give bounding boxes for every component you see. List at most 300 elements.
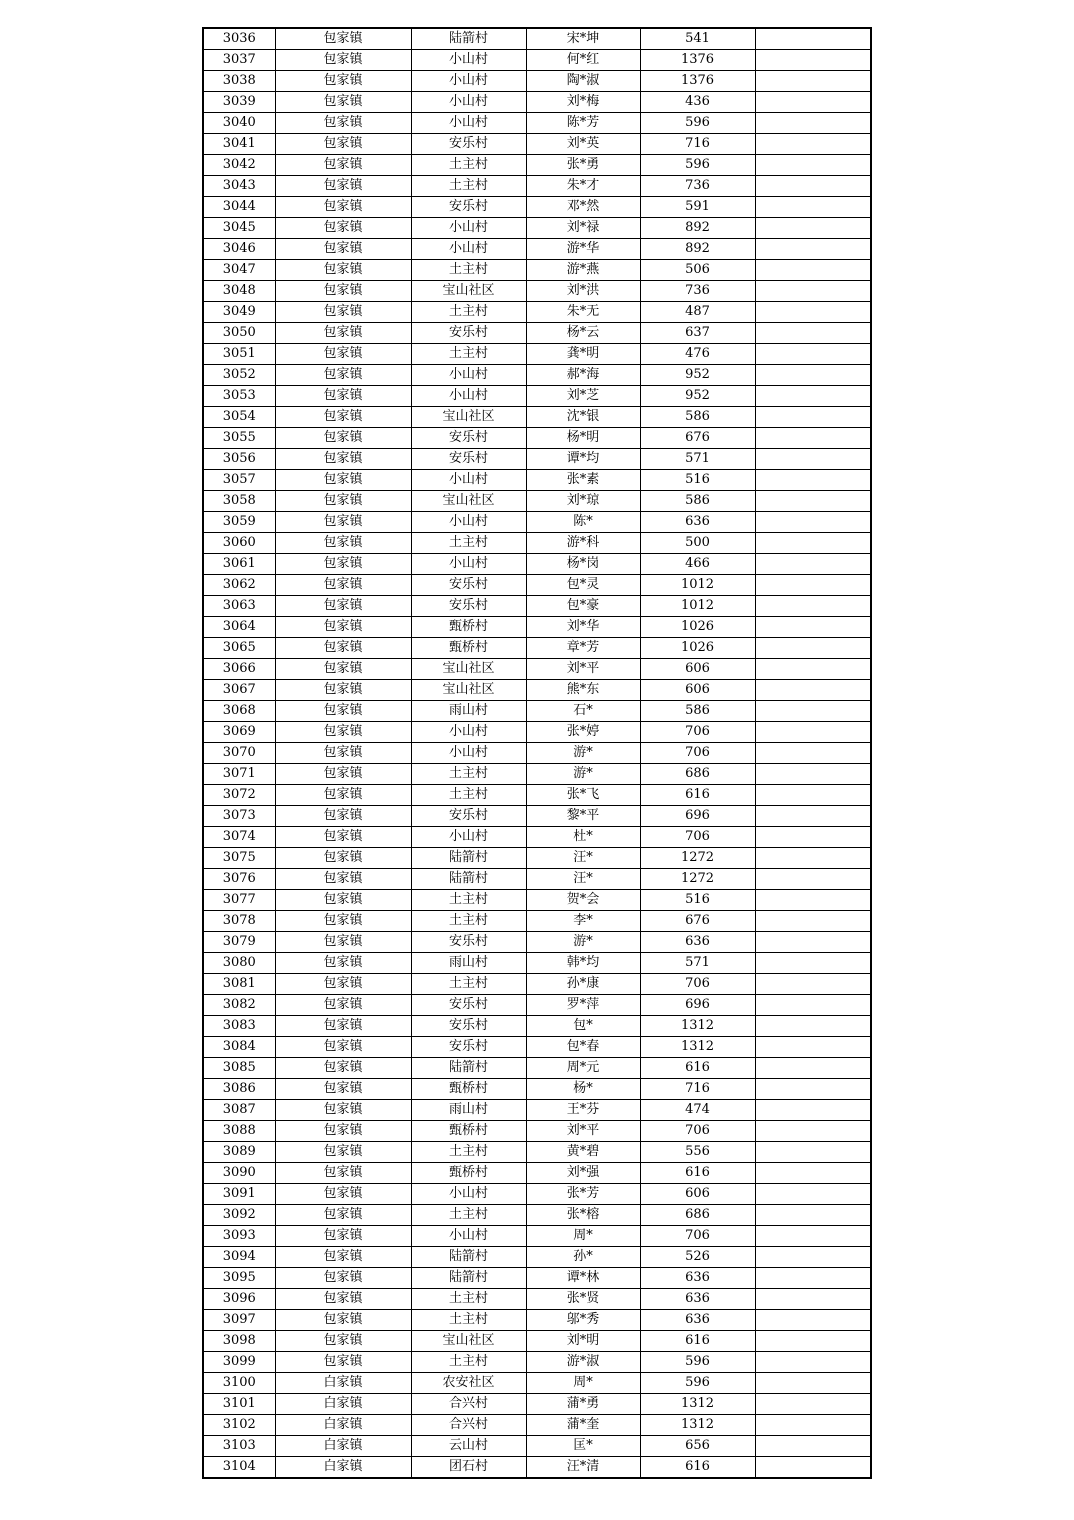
amount-cell: 636 [640,1310,755,1331]
amount-cell: 596 [640,113,755,134]
amount-cell: 952 [640,365,755,386]
name-cell: 张*素 [526,470,640,491]
amount-cell: 1272 [640,848,755,869]
town-cell: 包家镇 [275,1310,411,1331]
remark-cell [755,1058,871,1079]
remark-cell [755,596,871,617]
remark-cell [755,1268,871,1289]
remark-cell [755,1310,871,1331]
remark-cell [755,1184,871,1205]
village-cell: 宝山社区 [411,281,526,302]
town-cell: 包家镇 [275,197,411,218]
village-cell: 安乐村 [411,323,526,344]
amount-cell: 1312 [640,1394,755,1415]
table-row [203,1121,871,1142]
row-number-cell: 3076 [203,869,275,890]
row-number-cell: 3103 [203,1436,275,1457]
town-cell: 包家镇 [275,848,411,869]
town-cell: 包家镇 [275,302,411,323]
name-cell: 朱*才 [526,176,640,197]
remark-cell [755,554,871,575]
row-number-cell: 3062 [203,575,275,596]
table-row [203,953,871,974]
row-number-cell: 3078 [203,911,275,932]
table-row [203,323,871,344]
village-cell: 宝山社区 [411,1331,526,1352]
remark-cell [755,1016,871,1037]
village-cell: 合兴村 [411,1394,526,1415]
table-row [203,71,871,92]
village-cell: 土主村 [411,302,526,323]
name-cell: 刘*明 [526,1331,640,1352]
row-number-cell: 3096 [203,1289,275,1310]
amount-cell: 476 [640,344,755,365]
row-number-cell: 3057 [203,470,275,491]
town-cell: 包家镇 [275,365,411,386]
row-number-cell: 3036 [203,28,275,50]
name-cell: 刘*芝 [526,386,640,407]
town-cell: 包家镇 [275,1226,411,1247]
name-cell: 张*贤 [526,1289,640,1310]
town-cell: 包家镇 [275,323,411,344]
town-cell: 包家镇 [275,28,411,50]
table-row [203,239,871,260]
name-cell: 张*勇 [526,155,640,176]
table-row [203,1436,871,1457]
village-cell: 小山村 [411,218,526,239]
amount-cell: 591 [640,197,755,218]
remark-cell [755,449,871,470]
remark-cell [755,71,871,92]
town-cell: 包家镇 [275,512,411,533]
table-row [203,1352,871,1373]
table-row [203,428,871,449]
amount-cell: 716 [640,1079,755,1100]
village-cell: 安乐村 [411,995,526,1016]
table-row [203,659,871,680]
village-cell: 小山村 [411,554,526,575]
amount-cell: 706 [640,722,755,743]
table-row [203,1184,871,1205]
village-cell: 雨山村 [411,701,526,722]
village-cell: 安乐村 [411,932,526,953]
row-number-cell: 3085 [203,1058,275,1079]
village-cell: 土主村 [411,1352,526,1373]
town-cell: 包家镇 [275,239,411,260]
table-row [203,911,871,932]
table-row [203,1331,871,1352]
amount-cell: 656 [640,1436,755,1457]
amount-cell: 706 [640,1226,755,1247]
village-cell: 土主村 [411,533,526,554]
village-cell: 雨山村 [411,953,526,974]
town-cell: 白家镇 [275,1373,411,1394]
row-number-cell: 3092 [203,1205,275,1226]
table-row [203,785,871,806]
name-cell: 杨*明 [526,428,640,449]
name-cell: 游*淑 [526,1352,640,1373]
village-cell: 合兴村 [411,1415,526,1436]
remark-cell [755,344,871,365]
amount-cell: 686 [640,764,755,785]
name-cell: 刘*平 [526,659,640,680]
amount-cell: 586 [640,701,755,722]
town-cell: 包家镇 [275,1184,411,1205]
town-cell: 包家镇 [275,974,411,995]
remark-cell [755,512,871,533]
town-cell: 包家镇 [275,386,411,407]
table-row [203,1142,871,1163]
table-row [203,1373,871,1394]
name-cell: 陈* [526,512,640,533]
row-number-cell: 3095 [203,1268,275,1289]
table-row [203,260,871,281]
remark-cell [755,785,871,806]
amount-cell: 506 [640,260,755,281]
amount-cell: 596 [640,1373,755,1394]
remark-cell [755,1100,871,1121]
row-number-cell: 3044 [203,197,275,218]
name-cell: 贺*会 [526,890,640,911]
amount-cell: 616 [640,1058,755,1079]
name-cell: 邬*秀 [526,1310,640,1331]
row-number-cell: 3043 [203,176,275,197]
town-cell: 包家镇 [275,1121,411,1142]
table-row [203,134,871,155]
name-cell: 张*榕 [526,1205,640,1226]
name-cell: 周* [526,1373,640,1394]
table-row [203,1037,871,1058]
town-cell: 包家镇 [275,1079,411,1100]
village-cell: 安乐村 [411,197,526,218]
town-cell: 包家镇 [275,764,411,785]
town-cell: 包家镇 [275,1247,411,1268]
amount-cell: 616 [640,1331,755,1352]
row-number-cell: 3061 [203,554,275,575]
remark-cell [755,743,871,764]
remark-cell [755,281,871,302]
name-cell: 刘*强 [526,1163,640,1184]
row-number-cell: 3054 [203,407,275,428]
name-cell: 游* [526,764,640,785]
remark-cell [755,302,871,323]
amount-cell: 637 [640,323,755,344]
table-row [203,302,871,323]
row-number-cell: 3058 [203,491,275,512]
village-cell: 土主村 [411,911,526,932]
name-cell: 韩*均 [526,953,640,974]
village-cell: 小山村 [411,512,526,533]
amount-cell: 1012 [640,575,755,596]
village-cell: 宝山社区 [411,680,526,701]
town-cell: 包家镇 [275,890,411,911]
amount-cell: 736 [640,176,755,197]
row-number-cell: 3066 [203,659,275,680]
amount-cell: 892 [640,218,755,239]
village-cell: 小山村 [411,92,526,113]
town-cell: 包家镇 [275,155,411,176]
village-cell: 陆箭村 [411,1268,526,1289]
amount-cell: 636 [640,1289,755,1310]
row-number-cell: 3051 [203,344,275,365]
town-cell: 包家镇 [275,1352,411,1373]
village-cell: 安乐村 [411,596,526,617]
amount-cell: 1376 [640,50,755,71]
remark-cell [755,1289,871,1310]
row-number-cell: 3074 [203,827,275,848]
row-number-cell: 3086 [203,1079,275,1100]
name-cell: 周*元 [526,1058,640,1079]
name-cell: 郝*海 [526,365,640,386]
name-cell: 刘*禄 [526,218,640,239]
remark-cell [755,323,871,344]
row-number-cell: 3073 [203,806,275,827]
table-row [203,932,871,953]
table-row [203,470,871,491]
name-cell: 邓*然 [526,197,640,218]
name-cell: 石* [526,701,640,722]
remark-cell [755,995,871,1016]
row-number-cell: 3082 [203,995,275,1016]
table-row [203,638,871,659]
row-number-cell: 3041 [203,134,275,155]
amount-cell: 616 [640,785,755,806]
village-cell: 甄桥村 [411,1079,526,1100]
village-cell: 陆箭村 [411,1247,526,1268]
village-cell: 甄桥村 [411,638,526,659]
name-cell: 游* [526,932,640,953]
remark-cell [755,197,871,218]
village-cell: 宝山社区 [411,407,526,428]
row-number-cell: 3068 [203,701,275,722]
name-cell: 汪* [526,869,640,890]
row-number-cell: 3052 [203,365,275,386]
table-row [203,176,871,197]
remark-cell [755,428,871,449]
amount-cell: 706 [640,1121,755,1142]
village-cell: 土主村 [411,890,526,911]
remark-cell [755,806,871,827]
remark-cell [755,764,871,785]
table-row [203,1205,871,1226]
name-cell: 包*豪 [526,596,640,617]
village-cell: 土主村 [411,344,526,365]
table-row [203,50,871,71]
remark-cell [755,974,871,995]
amount-cell: 1272 [640,869,755,890]
town-cell: 包家镇 [275,218,411,239]
name-cell: 包*春 [526,1037,640,1058]
table-row [203,1457,871,1479]
table-row [203,449,871,470]
row-number-cell: 3060 [203,533,275,554]
name-cell: 李* [526,911,640,932]
name-cell: 孙* [526,1247,640,1268]
town-cell: 包家镇 [275,1100,411,1121]
remark-cell [755,575,871,596]
amount-cell: 636 [640,1268,755,1289]
row-number-cell: 3038 [203,71,275,92]
row-number-cell: 3100 [203,1373,275,1394]
remark-cell [755,1394,871,1415]
table-row [203,491,871,512]
town-cell: 包家镇 [275,134,411,155]
town-cell: 包家镇 [275,827,411,848]
row-number-cell: 3102 [203,1415,275,1436]
remark-cell [755,1436,871,1457]
village-cell: 土主村 [411,974,526,995]
row-number-cell: 3080 [203,953,275,974]
name-cell: 汪*清 [526,1457,640,1479]
row-number-cell: 3069 [203,722,275,743]
remark-cell [755,155,871,176]
remark-cell [755,365,871,386]
row-number-cell: 3093 [203,1226,275,1247]
table-body [203,28,871,1478]
remark-cell [755,1415,871,1436]
remark-cell [755,176,871,197]
table-row [203,596,871,617]
amount-cell: 500 [640,533,755,554]
amount-cell: 1312 [640,1016,755,1037]
table-row [203,806,871,827]
row-number-cell: 3039 [203,92,275,113]
town-cell: 包家镇 [275,533,411,554]
town-cell: 白家镇 [275,1415,411,1436]
row-number-cell: 3072 [203,785,275,806]
name-cell: 谭*均 [526,449,640,470]
amount-cell: 706 [640,974,755,995]
amount-cell: 706 [640,743,755,764]
row-number-cell: 3065 [203,638,275,659]
town-cell: 包家镇 [275,911,411,932]
row-number-cell: 3049 [203,302,275,323]
village-cell: 陆箭村 [411,848,526,869]
town-cell: 包家镇 [275,701,411,722]
table-row [203,365,871,386]
village-cell: 小山村 [411,386,526,407]
remark-cell [755,1457,871,1479]
town-cell: 包家镇 [275,554,411,575]
table-row [203,1163,871,1184]
village-cell: 土主村 [411,785,526,806]
amount-cell: 1312 [640,1415,755,1436]
remark-cell [755,239,871,260]
table-row [203,92,871,113]
row-number-cell: 3048 [203,281,275,302]
table-row [203,1415,871,1436]
village-cell: 土主村 [411,764,526,785]
remark-cell [755,617,871,638]
row-number-cell: 3075 [203,848,275,869]
village-cell: 小山村 [411,239,526,260]
row-number-cell: 3099 [203,1352,275,1373]
name-cell: 熊*东 [526,680,640,701]
town-cell: 包家镇 [275,1268,411,1289]
remark-cell [755,659,871,680]
amount-cell: 736 [640,281,755,302]
name-cell: 王*芬 [526,1100,640,1121]
name-cell: 黄*碧 [526,1142,640,1163]
village-cell: 土主村 [411,260,526,281]
name-cell: 杨*云 [526,323,640,344]
town-cell: 包家镇 [275,617,411,638]
town-cell: 包家镇 [275,260,411,281]
row-number-cell: 3079 [203,932,275,953]
row-number-cell: 3047 [203,260,275,281]
table-row [203,1100,871,1121]
village-cell: 小山村 [411,365,526,386]
row-number-cell: 3064 [203,617,275,638]
remark-cell [755,260,871,281]
amount-cell: 596 [640,1352,755,1373]
amount-cell: 676 [640,911,755,932]
table-row [203,1289,871,1310]
remark-cell [755,491,871,512]
remark-cell [755,1373,871,1394]
village-cell: 雨山村 [411,1100,526,1121]
table-row [203,680,871,701]
table-row [203,617,871,638]
remark-cell [755,1121,871,1142]
table-row [203,533,871,554]
village-cell: 安乐村 [411,1016,526,1037]
town-cell: 包家镇 [275,743,411,764]
remark-cell [755,470,871,491]
name-cell: 沈*银 [526,407,640,428]
row-number-cell: 3077 [203,890,275,911]
amount-cell: 541 [640,28,755,50]
table-row [203,197,871,218]
table-row [203,1226,871,1247]
table-row [203,995,871,1016]
table-row [203,869,871,890]
row-number-cell: 3037 [203,50,275,71]
remark-cell [755,533,871,554]
table-row [203,764,871,785]
row-number-cell: 3042 [203,155,275,176]
town-cell: 包家镇 [275,113,411,134]
row-number-cell: 3040 [203,113,275,134]
remark-cell [755,722,871,743]
village-cell: 农安社区 [411,1373,526,1394]
name-cell: 刘*平 [526,1121,640,1142]
name-cell: 陶*淑 [526,71,640,92]
remark-cell [755,680,871,701]
town-cell: 包家镇 [275,470,411,491]
row-number-cell: 3091 [203,1184,275,1205]
village-cell: 安乐村 [411,428,526,449]
town-cell: 包家镇 [275,428,411,449]
town-cell: 白家镇 [275,1457,411,1479]
name-cell: 周* [526,1226,640,1247]
amount-cell: 1026 [640,617,755,638]
table-row [203,1079,871,1100]
name-cell: 谭*林 [526,1268,640,1289]
town-cell: 包家镇 [275,995,411,1016]
amount-cell: 516 [640,470,755,491]
remark-cell [755,1079,871,1100]
amount-cell: 526 [640,1247,755,1268]
amount-cell: 706 [640,827,755,848]
village-cell: 安乐村 [411,134,526,155]
village-cell: 土主村 [411,1289,526,1310]
remark-cell [755,1163,871,1184]
remark-cell [755,113,871,134]
amount-cell: 436 [640,92,755,113]
table-row [203,827,871,848]
town-cell: 包家镇 [275,1331,411,1352]
